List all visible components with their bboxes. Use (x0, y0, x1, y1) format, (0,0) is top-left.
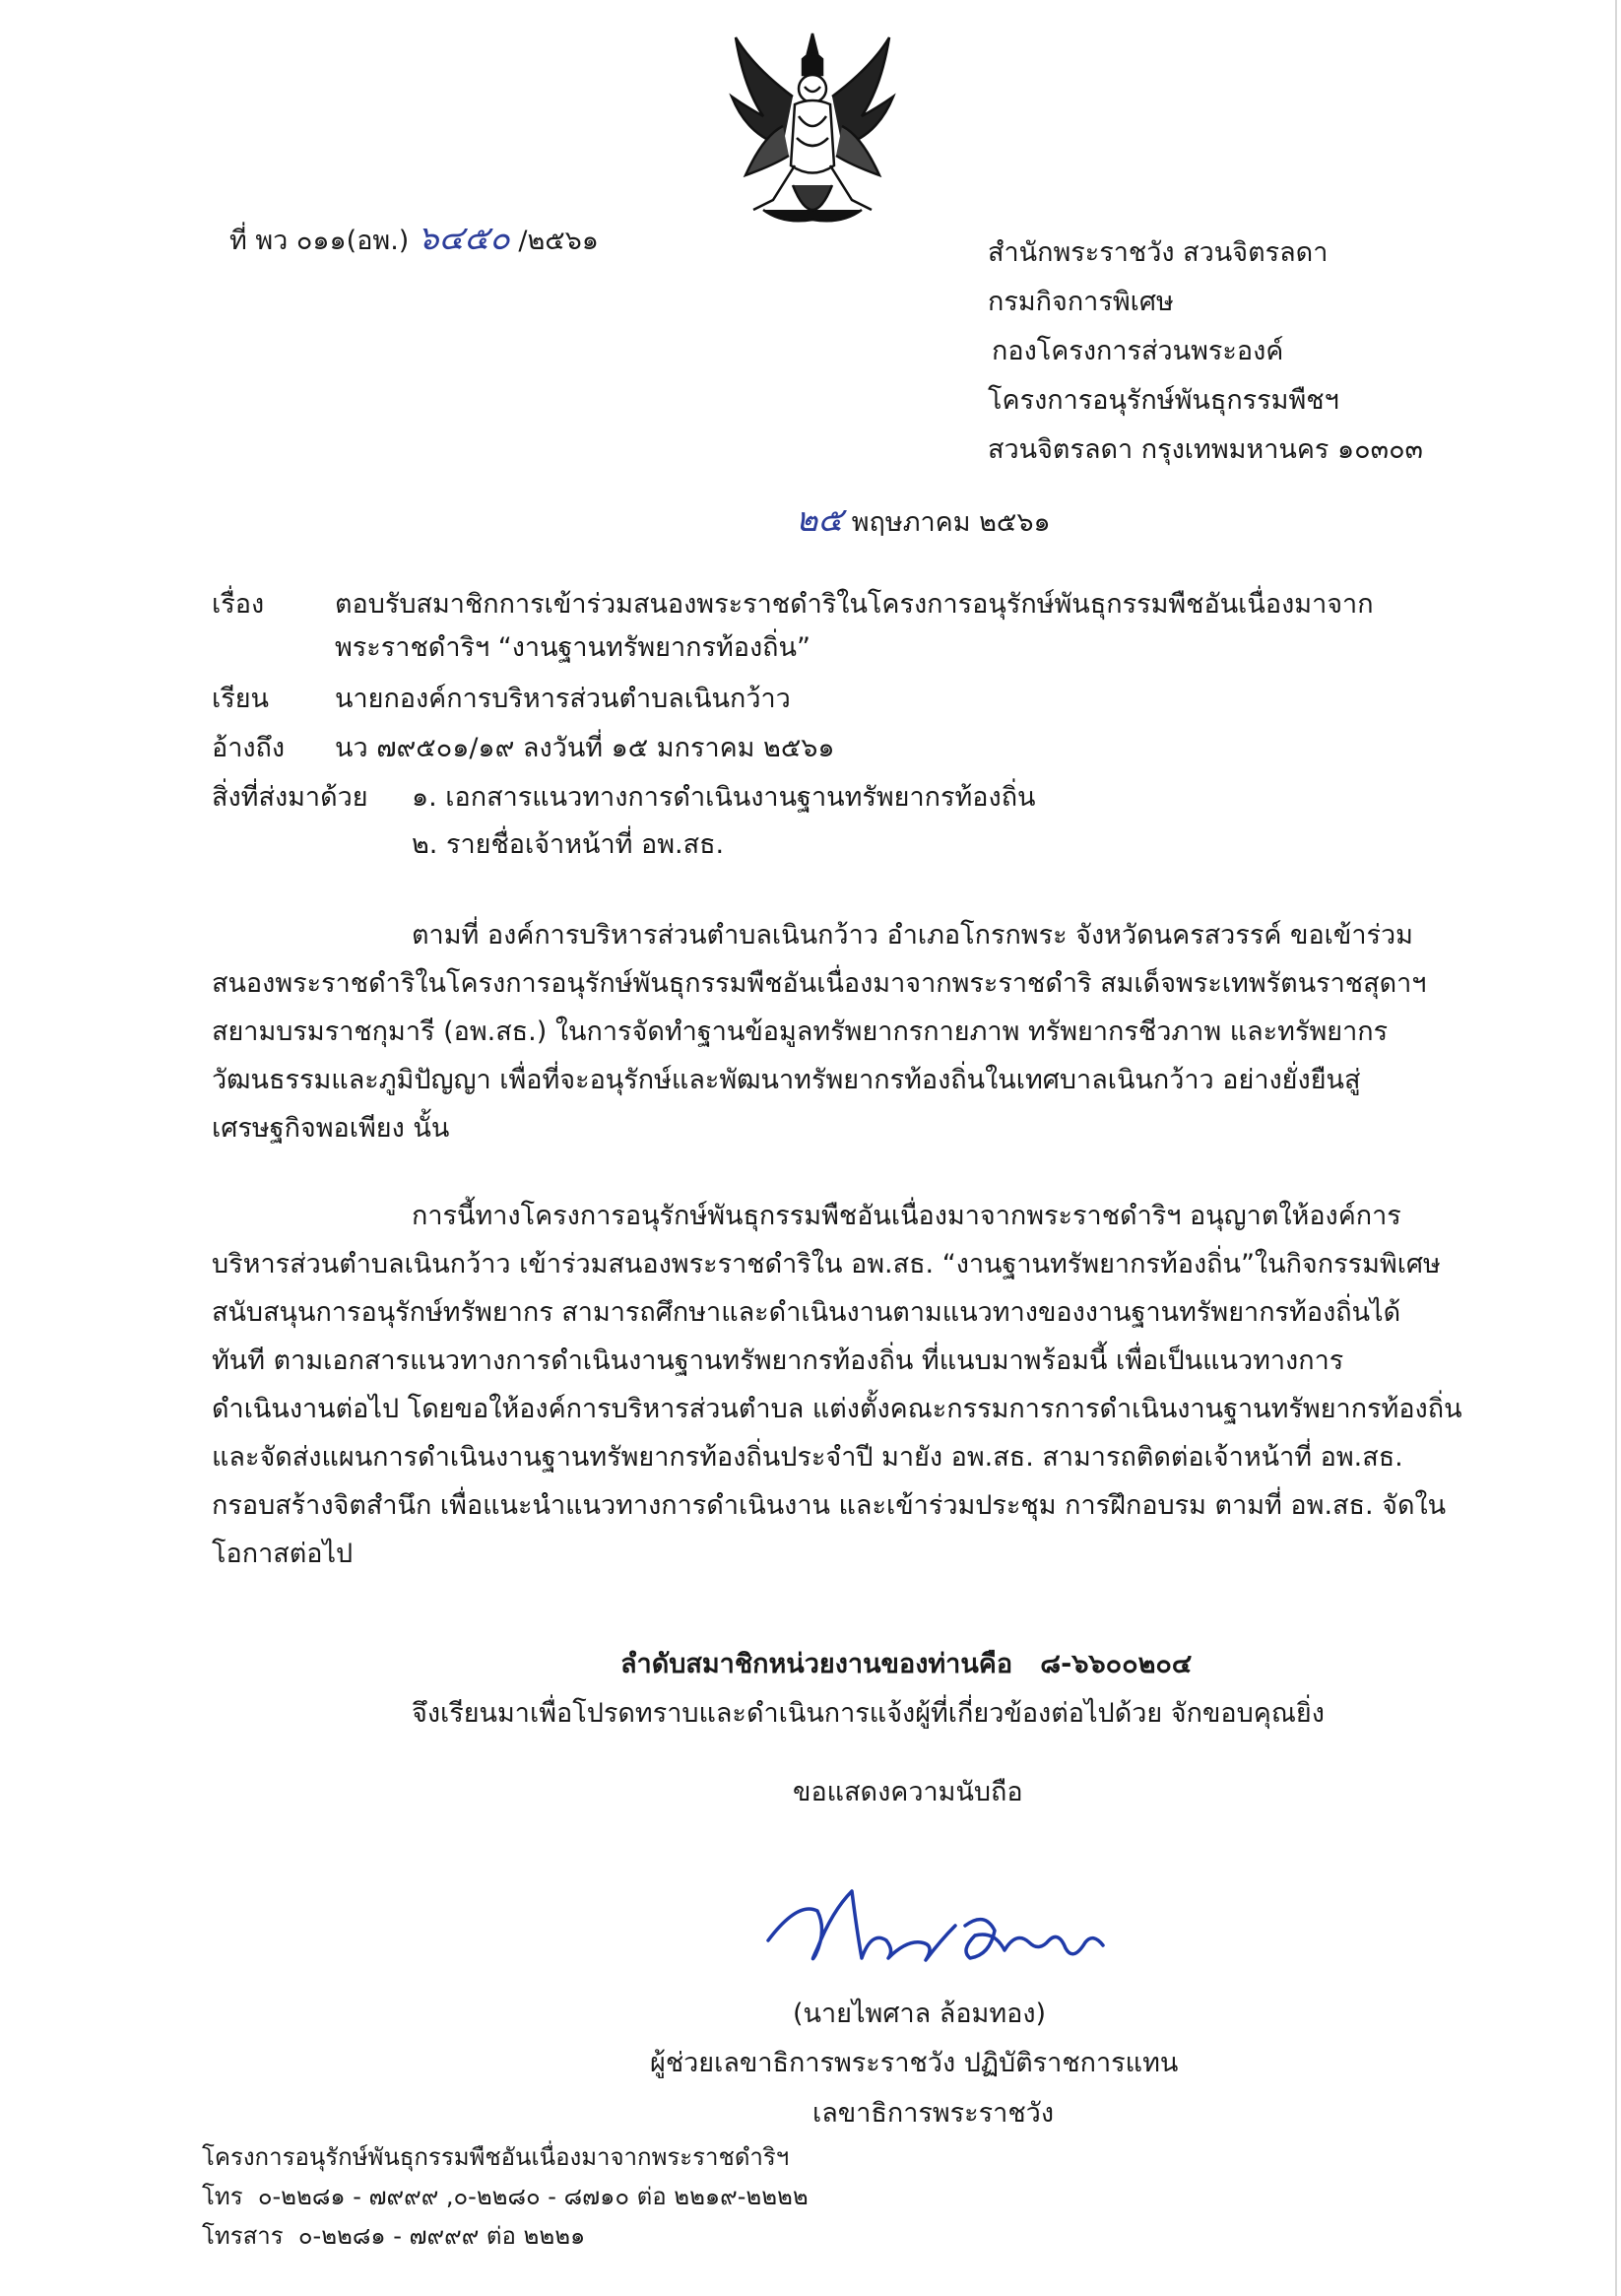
subject-line-2: พระราชดำริฯ “งานฐานทรัพยากรท้องถิ่น” (335, 632, 810, 663)
reference-number (229, 219, 599, 261)
subject-line-1: ตอบรับสมาชิกการเข้าร่วมสนองพระราชดำริในโครงการอนุรักษ์พันธุกรรมพืชอันเนื่องมาจาก (335, 589, 1374, 620)
letter-date (796, 500, 1051, 543)
enclosure-item-1: ๑. เอกสารแนวทางการดำเนินงานฐานทรัพยากรท้องถิ่น (412, 782, 1036, 813)
closing-respect: ขอแสดงความนับถือ (793, 1777, 1023, 1807)
address-line: โครงการอนุรักษ์พันธุกรรมพืชฯ (988, 385, 1339, 416)
enclosure-label: สิ่งที่ส่งมาด้วย (212, 782, 368, 813)
footer-tel-line (202, 2177, 809, 2216)
address-line: กองโครงการส่วนพระองค์ (992, 336, 1284, 366)
paragraph-2-line: บริหารส่วนตำบลเนินกว้าว เข้าร่วมสนองพระราชดำริใน อพ.สธ. “งานฐานทรัพยากรท้องถิ่น”ในกิจกรรมพิเศษ (212, 1249, 1441, 1279)
sender-address (988, 229, 1423, 475)
reference-suffix: /๒๕๖๑ (518, 226, 599, 256)
paragraph-2-line: ทันที ตามเอกสารแนวทางการดำเนินงานฐานทรัพยากรท้องถิ่น ที่แนบมาพร้อมนี้ เพื่อเป็นแนวทางการ (212, 1345, 1344, 1376)
footer-tel: ๐-๒๒๘๑ - ๗๙๙๙ ,๐-๒๒๘๐ - ๘๗๑๐ ต่อ ๒๒๑๙-๒๒๒๒ (257, 2183, 809, 2210)
signature-image (758, 1871, 1123, 1985)
reference-doc: นว ๗๙๕๐๑/๑๙ ลงวันที่ ๑๕ มกราคม ๒๕๖๑ (335, 733, 835, 763)
date-day-handwritten: ๒๕ (796, 500, 844, 540)
closing-request: จึงเรียนมาเพื่อโปรดทราบและดำเนินการแจ้งผู้ที่เกี่ยวข้องต่อไปด้วย จักขอบคุณยิ่ง (412, 1698, 1325, 1729)
paragraph-2-line: และจัดส่งแผนการดำเนินงานฐานทรัพยากรท้องถิ่นประจำปี มายัง อพ.สธ. สามารถติดต่อเจ้าหน้าที่ อพ.สธ. (212, 1442, 1403, 1473)
reference-prefix: ที่ พว ๐๑๑(อพ.) (229, 226, 410, 256)
paragraph-1-line: สนองพระราชดำริในโครงการอนุรักษ์พันธุกรรมพืชอันเนื่องมาจากพระราชดำริ สมเด็จพระเทพรัตนราชสุดาฯ (212, 968, 1427, 999)
paragraph-1-line: ตามที่ องค์การบริหารส่วนตำบลเนินกว้าว อำเภอโกรกพระ จังหวัดนครสวรรค์ ขอเข้าร่วม (412, 920, 1413, 951)
footer-org: โครงการอนุรักษ์พันธุกรรมพืชอันเนื่องมาจากพระราชดำริฯ (202, 2143, 790, 2171)
member-number: ๘-๖๖๐๐๒๐๔ (1040, 1649, 1193, 1679)
footer-fax-label: โทรสาร (202, 2222, 284, 2250)
date-month-year: พฤษภาคม ๒๕๖๑ (851, 507, 1051, 538)
paragraph-2-line: การนี้ทางโครงการอนุรักษ์พันธุกรรมพืชอันเนื่องมาจากพระราชดำริฯ อนุญาตให้องค์การ (412, 1201, 1401, 1231)
paragraph-2-line: ดำเนินงานต่อไป โดยขอให้องค์การบริหารส่วนตำบล แต่งตั้งคณะกรรมการการดำเนินงานฐานทรัพยากรท้องถิ่น (212, 1394, 1462, 1424)
enclosure-item-2: ๒. รายชื่อเจ้าหน้าที่ อพ.สธ. (412, 829, 725, 860)
paragraph-2-line: กรอบสร้างจิตสำนึก เพื่อแนะนำแนวทางการดำเนินงาน และเข้าร่วมประชุม การฝึกอบรม ตามที่ อพ.สธ. จัดใน (212, 1490, 1447, 1521)
reference-handwritten-number: ๖๔๕๐ (417, 219, 510, 258)
paragraph-2-line: สนับสนุนการอนุรักษ์ทรัพยากร สามารถศึกษาและดำเนินงานตามแนวทางของงานฐานทรัพยากรท้องถิ่นได้ (212, 1297, 1401, 1328)
address-line: สำนักพระราชวัง สวนจิตรลดา (988, 237, 1329, 268)
paragraph-1-line: สยามบรมราชกุมารี (อพ.สธ.) ในการจัดทำฐานข้อมูลทรัพยากรกายภาพ ทรัพยากรชีวภาพ และทรัพยากร (212, 1017, 1389, 1047)
reference-label: อ้างถึง (212, 733, 286, 763)
signatory-title-1: ผู้ช่วยเลขาธิการพระราชวัง ปฏิบัติราชการแทน (650, 2048, 1179, 2078)
recipient-label: เรียน (212, 684, 270, 714)
paragraph-1-line: เศรษฐกิจพอเพียง นั้น (212, 1113, 450, 1144)
signatory-name: (นายไพศาล ล้อมทอง) (793, 1999, 1047, 2029)
address-line: กรมกิจการพิเศษ (988, 287, 1174, 317)
footer-contact (202, 2137, 809, 2256)
page-edge (1615, 0, 1617, 2296)
paragraph-2-line: โอกาสต่อไป (212, 1539, 354, 1569)
member-number-label: ลำดับสมาชิกหน่วยงานของท่านคือ (620, 1649, 1013, 1679)
footer-tel-label: โทร (202, 2183, 243, 2210)
footer-fax-line (202, 2216, 809, 2256)
footer-fax: ๐-๒๒๘๑ - ๗๙๙๙ ต่อ ๒๒๒๑ (297, 2222, 586, 2250)
member-number-line (620, 1645, 1192, 1684)
garuda-emblem-icon (724, 28, 901, 239)
address-line: สวนจิตรลดา กรุงเทพมหานคร ๑๐๓๐๓ (988, 434, 1424, 465)
paragraph-1-line: วัฒนธรรมและภูมิปัญญา เพื่อที่จะอนุรักษ์และพัฒนาทรัพยากรท้องถิ่นในเทศบาลเนินกว้าว อย่างยั่งยืนสู่ (212, 1065, 1361, 1095)
subject-label: เรื่อง (212, 589, 265, 620)
signatory-title-2: เลขาธิการพระราชวัง (812, 2098, 1055, 2129)
recipient: นายกองค์การบริหารส่วนตำบลเนินกว้าว (335, 684, 791, 714)
